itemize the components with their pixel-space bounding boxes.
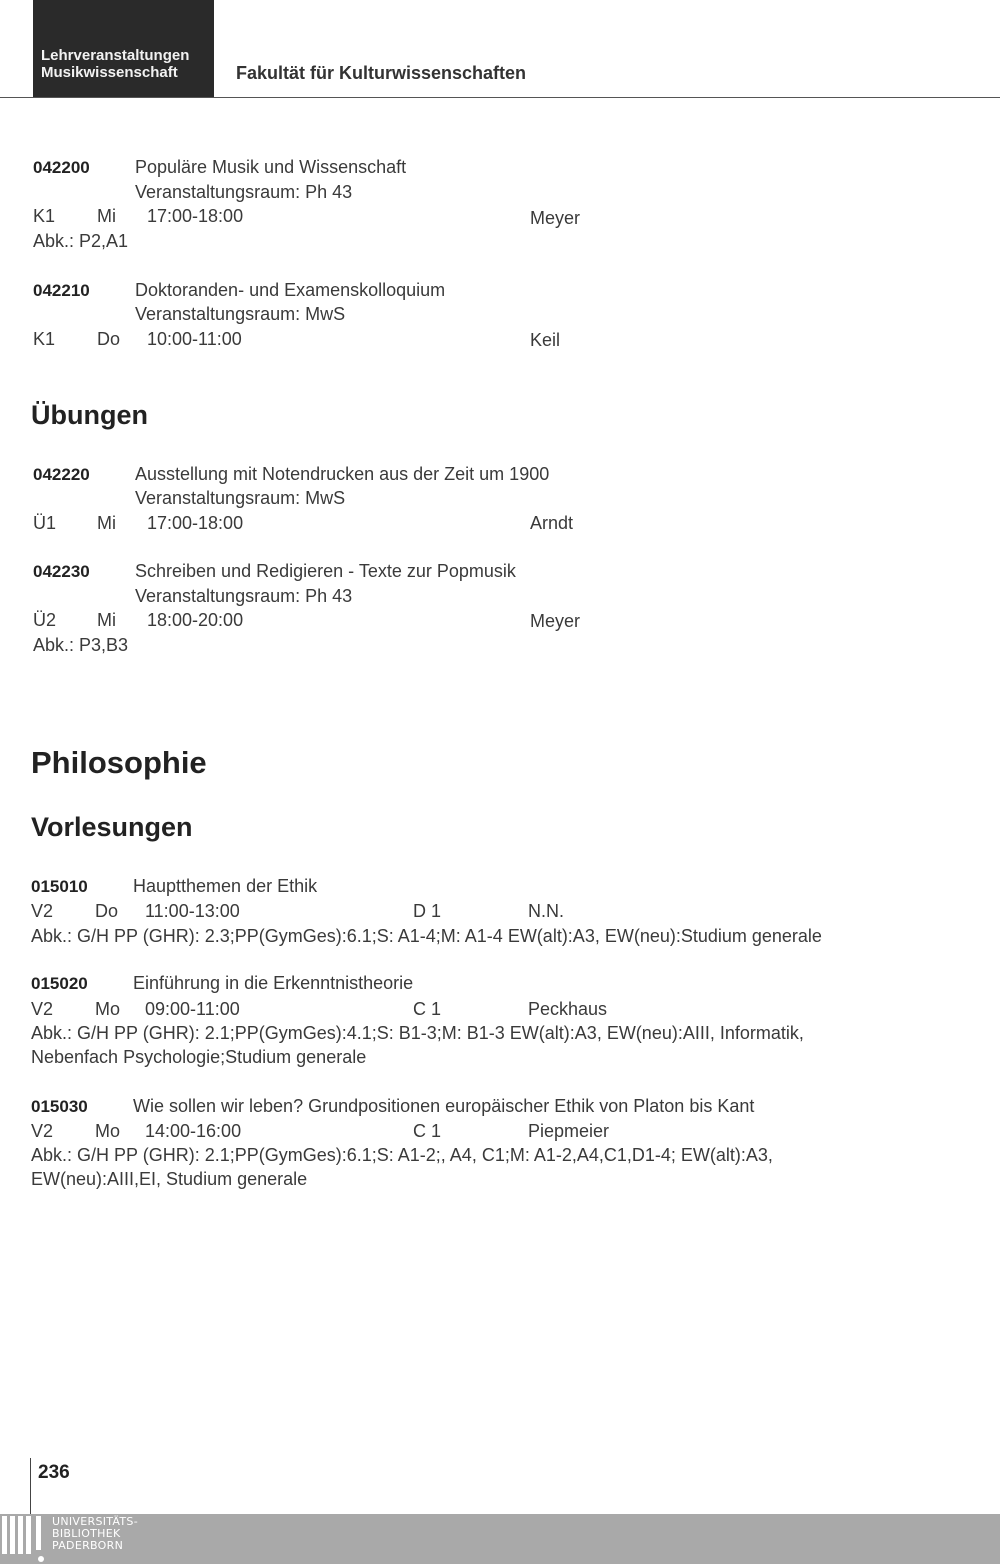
course-time: 18:00-20:00 <box>147 610 244 630</box>
course-code: 015010 <box>31 877 88 896</box>
course-type: Ü2 <box>33 610 57 630</box>
course-code: 042220 <box>33 465 90 484</box>
course-abk: Abk.: P3,B3 <box>33 635 129 655</box>
section-label-line2: Musikwissenschaft <box>41 64 178 81</box>
course-type: K1 <box>33 329 56 349</box>
course-type: V2 <box>31 999 54 1019</box>
course-type: K1 <box>33 206 56 226</box>
course-day: Mi <box>97 206 116 226</box>
course-time: 10:00-11:00 <box>147 329 242 349</box>
course-day: Mo <box>95 1121 121 1141</box>
course-abk: Abk.: G/H PP (GHR): 2.1;PP(GymGes):6.1;S: A1-2;, A4, C1;M: A1-2,A4,C1,D1-4; EW(alt):A3, <box>31 1145 773 1165</box>
course-room: Veranstaltungsraum: MwS <box>135 488 346 508</box>
section-heading-uebungen: Übungen <box>31 400 148 430</box>
course-room: Veranstaltungsraum: MwS <box>135 304 346 324</box>
course-time: 09:00-11:00 <box>145 999 240 1019</box>
library-name-line3: PADERBORN <box>52 1539 124 1552</box>
course-abk-continued: EW(neu):AIII,EI, Studium generale <box>31 1169 308 1189</box>
department-heading: Philosophie <box>31 745 207 780</box>
library-name-line2: BIBLIOTHEK <box>52 1527 121 1540</box>
course-lecturer: N.N. <box>528 901 564 921</box>
course-day: Do <box>95 901 119 921</box>
course-code: 042230 <box>33 562 90 581</box>
course-type: V2 <box>31 901 54 921</box>
header-section-box <box>33 0 214 98</box>
course-lecturer: Meyer <box>530 208 581 228</box>
course-room: Veranstaltungsraum: Ph 43 <box>135 586 353 606</box>
course-code: 015030 <box>31 1097 88 1116</box>
library-logo-icon <box>0 1514 48 1564</box>
course-day: Mi <box>97 610 116 630</box>
header-divider <box>0 97 1000 98</box>
course-code: 042210 <box>33 281 90 300</box>
course-title: Hauptthemen der Ethik <box>133 876 318 896</box>
course-code: 015020 <box>31 974 88 993</box>
course-lecturer: Peckhaus <box>528 999 608 1019</box>
course-lecturer: Piepmeier <box>528 1121 610 1141</box>
course-day: Mi <box>97 513 116 533</box>
course-title: Doktoranden- und Examenskolloquium <box>135 280 446 300</box>
course-room: D 1 <box>413 901 442 921</box>
course-type: Ü1 <box>33 513 57 533</box>
course-time: 11:00-13:00 <box>145 901 240 921</box>
course-day: Mo <box>95 999 121 1019</box>
course-room: Veranstaltungsraum: Ph 43 <box>135 182 353 202</box>
course-lecturer: Keil <box>530 330 561 350</box>
faculty-title: Fakultät für Kulturwissenschaften <box>236 63 527 83</box>
course-title: Ausstellung mit Notendrucken aus der Zeit um 1900 <box>135 464 550 484</box>
course-title: Populäre Musik und Wissenschaft <box>135 157 407 177</box>
course-time: 17:00-18:00 <box>147 513 244 533</box>
course-abk: Abk.: G/H PP (GHR): 2.1;PP(GymGes):4.1;S: B1-3;M: B1-3 EW(alt):A3, EW(neu):AIII, Informatik, <box>31 1023 804 1043</box>
course-lecturer: Arndt <box>530 513 574 533</box>
course-abk: Abk.: P2,A1 <box>33 231 129 251</box>
library-name-line1: UNIVERSITÄTS- <box>52 1515 138 1528</box>
library-name <box>52 1516 138 1552</box>
course-title: Einführung in die Erkenntnistheorie <box>133 973 414 993</box>
course-abk: Abk.: G/H PP (GHR): 2.3;PP(GymGes):6.1;S: A1-4;M: A1-4 EW(alt):A3, EW(neu):Studium generale <box>31 926 822 946</box>
course-code: 042200 <box>33 158 90 177</box>
course-lecturer: Meyer <box>530 611 581 631</box>
course-room: C 1 <box>413 1121 442 1141</box>
section-label-line1: Lehrveranstaltungen <box>41 47 190 64</box>
course-time: 14:00-16:00 <box>145 1121 242 1141</box>
course-type: V2 <box>31 1121 54 1141</box>
page-number: 236 <box>38 1462 70 1483</box>
course-title: Wie sollen wir leben? Grundpositionen europäischer Ethik von Platon bis Kant <box>133 1096 755 1116</box>
course-day: Do <box>97 329 121 349</box>
course-title: Schreiben und Redigieren - Texte zur Popmusik <box>135 561 516 581</box>
course-abk-continued: Nebenfach Psychologie;Studium generale <box>31 1047 367 1067</box>
course-time: 17:00-18:00 <box>147 206 244 226</box>
library-footer <box>0 1514 1000 1564</box>
course-room: C 1 <box>413 999 442 1019</box>
page-number-rule <box>30 1458 31 1514</box>
section-heading-vorlesungen: Vorlesungen <box>31 812 193 842</box>
